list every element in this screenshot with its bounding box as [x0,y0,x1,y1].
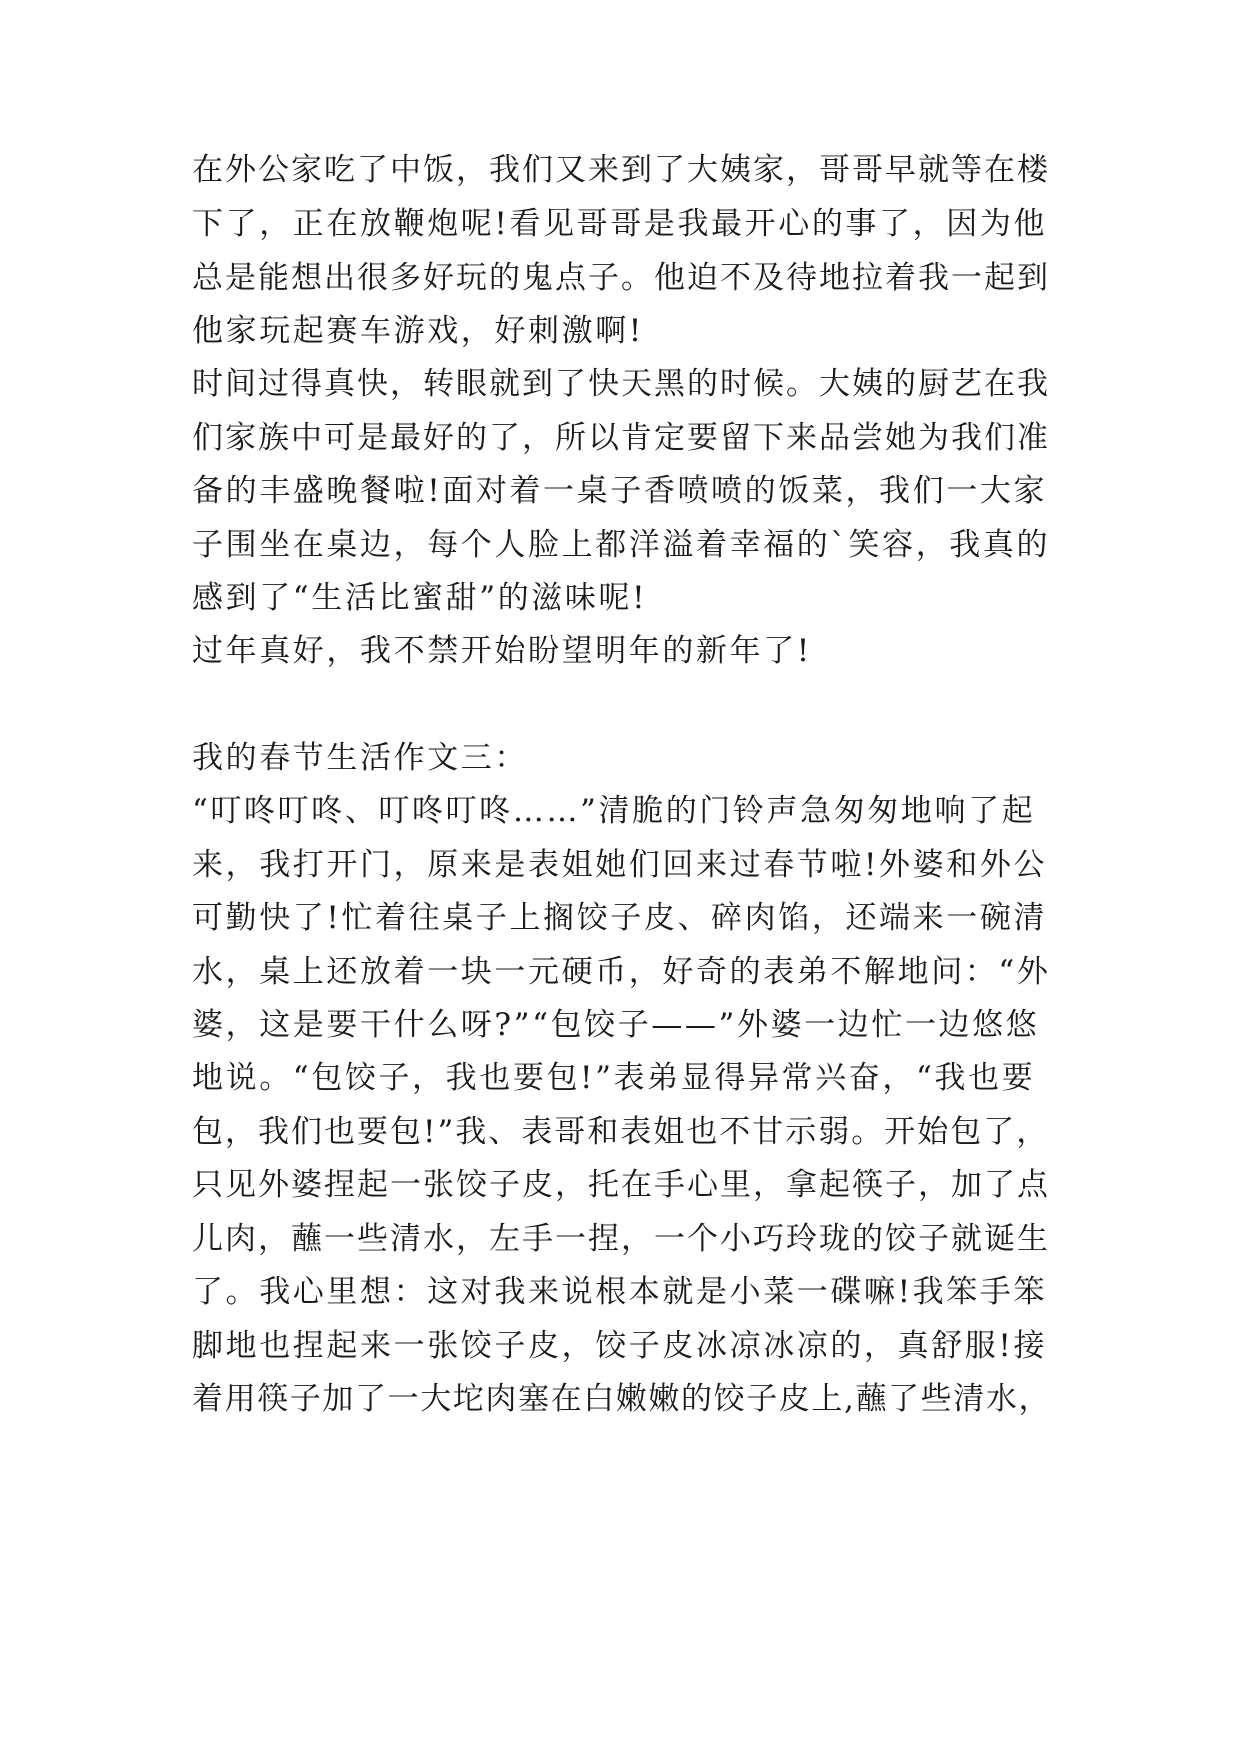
text-line: 婆，这是要干什么呀?”“包饺子——”外婆一边忙一边悠悠 [192,1007,1040,1043]
text-line: 子围坐在桌边，每个人脸上都洋溢着幸福的`笑容，我真的 [192,527,1051,563]
section-heading: 我的春节生活作文三： [192,740,528,776]
text-line: 在外公家吃了中饭，我们又来到了大姨家，哥哥早就等在楼 [192,152,1050,188]
text-line: 着用筷子加了一大坨肉塞在白嫩嫩的饺子皮上,蘸了些清水， [192,1381,1052,1417]
text-line: 地说。“包饺子，我也要包!”表弟显得异常兴奋，“我也要 [192,1060,1036,1096]
text-line: “叮咚叮咚、叮咚叮咚……”清脆的门铃声急匆匆地响了起 [192,793,1036,829]
text-line: 他家玩起赛车游戏，好刺激啊! [192,313,644,349]
text-line: 水，桌上还放着一块一元硬币，好奇的表弟不解地问：“外 [192,954,1051,990]
text-line: 时间过得真快，转眼就到了快天黑的时候。大姨的厨艺在我 [192,366,1050,402]
text-line: 过年真好，我不禁开始盼望明年的新年了! [192,633,812,669]
text-line: 下了，正在放鞭炮呢!看见哥哥是我最开心的事了，因为他 [192,206,1048,242]
text-line: 可勤快了!忙着往桌子上搁饺子皮、碎肉馅，还端来一碗清 [192,900,1048,936]
text-line: 只见外婆捏起一张饺子皮，托在手心里，拿起筷子，加了点 [192,1167,1050,1203]
text-line: 儿肉，蘸一些清水，左手一捏，一个小巧玲珑的饺子就诞生 [192,1221,1050,1257]
text-line: 感到了“生活比蜜甜”的滋味呢! [192,580,648,616]
text-line: 备的丰盛晚餐啦!面对着一桌子香喷喷的饭菜，我们一大家 [192,473,1048,509]
text-line: 来，我打开门，原来是表姐她们回来过春节啦!外婆和外公 [192,847,1048,883]
text-line: 了。我心里想：这对我来说根本就是小菜一碟嘛!我笨手笨 [192,1274,1048,1310]
text-line: 脚地也捏起来一张饺子皮，饺子皮冰凉冰凉的，真舒服!接 [192,1328,1048,1364]
text-line: 总是能想出很多好玩的鬼点子。他迫不及待地拉着我一起到 [192,260,1050,296]
text-line: 们家族中可是最好的了，所以肯定要留下来品尝她为我们准 [192,420,1050,456]
text-line: 包，我们也要包!”我、表哥和表姐也不甘示弱。开始包了， [192,1114,1050,1150]
